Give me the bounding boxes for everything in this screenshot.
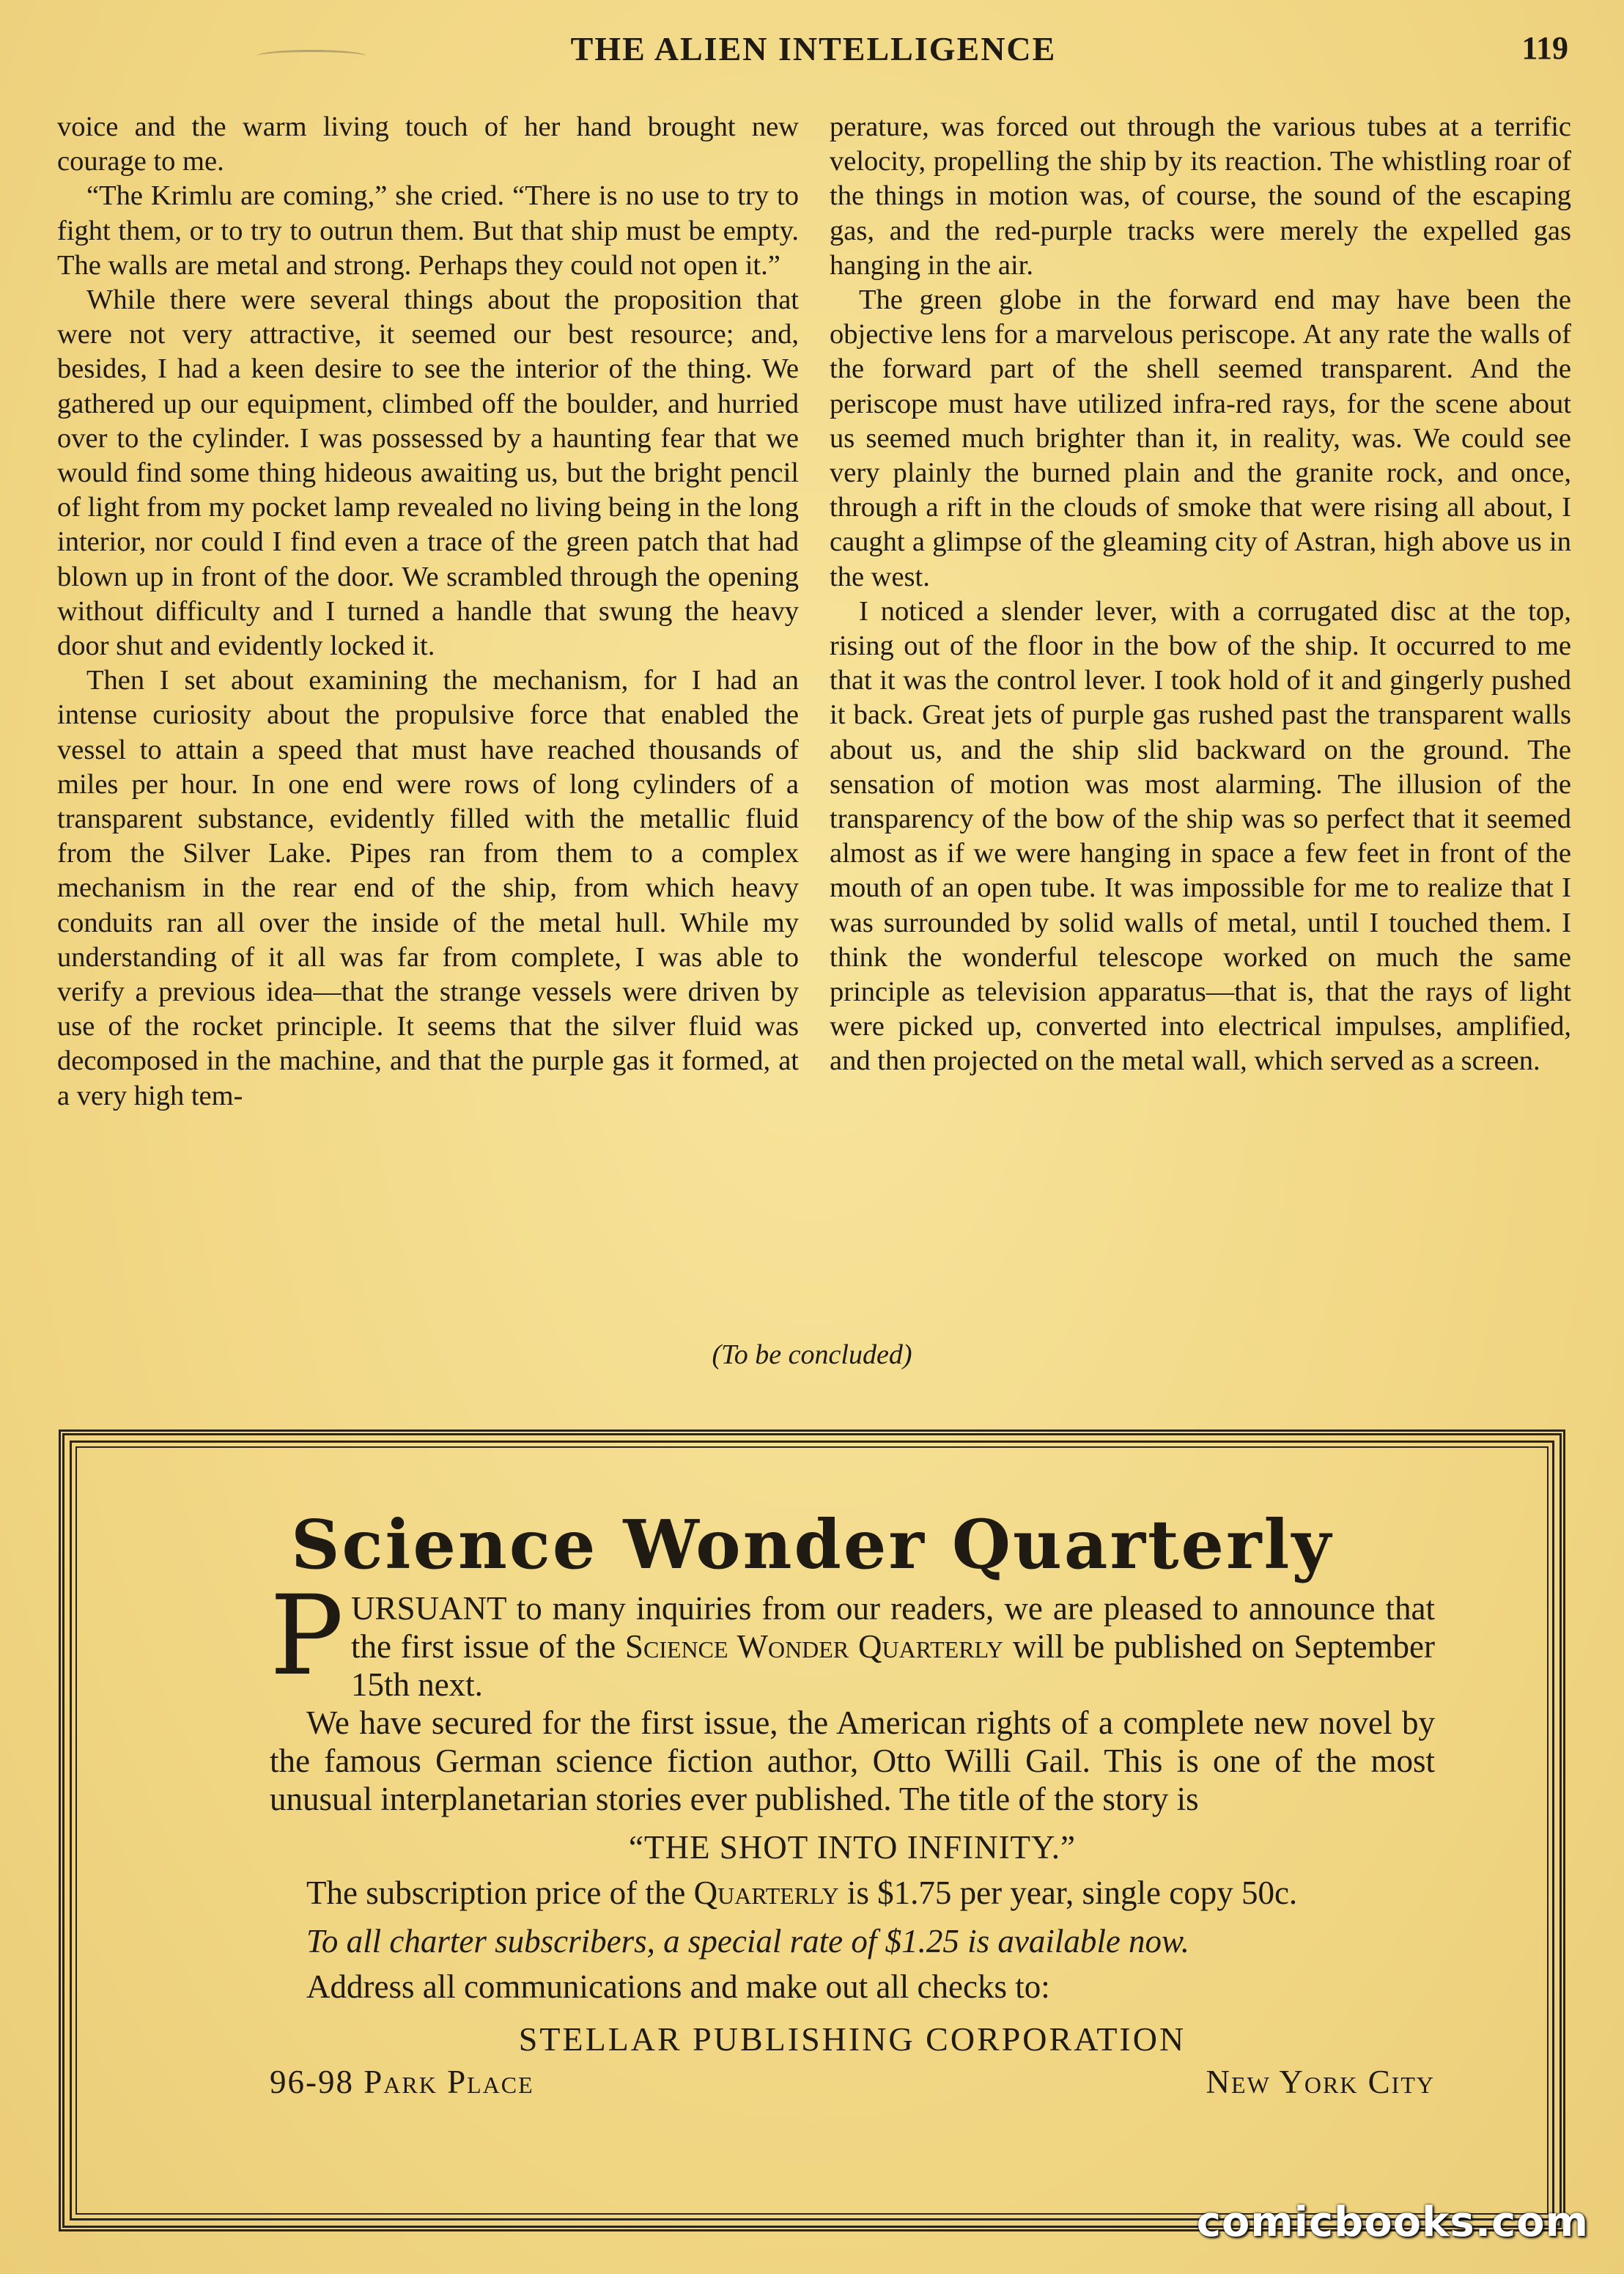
paragraph: While there were several things about the proposition that were not very attractive, it seemed our best resource; and, besides, I had a keen desire to see the interior of the thing. We gathered up our equipment, climbed off the boulder, and hurried over to the cylinder. I was possessed by a haunting fear that we would find some thing hideous awaiting us, but the bright pencil of light from my pocket lamp revealed no living being in the long interior, nor could I find even a trace of the green patch that had blown up in front of the door. We scrambled through the opening without difficulty and I turned a handle that swung the heavy door shut and evidently locked it.	[57, 284, 799, 662]
ad-text: to many inquiries from our readers, we are pleased to announce that the first issue of the	[350, 1590, 1435, 1665]
paragraph: perature, was forced out through the various tubes at a terrific velocity, propelling the ship by its reaction. The whistling roar of the things in motion was, of course, the sound of the escaping gas, and the red-purple tracks were merely the expelled gas hanging in the air.	[830, 111, 1571, 281]
advertisement-inner-frame	[70, 1440, 1554, 2220]
ad-title: Science Wonder Quarterly	[291, 1505, 1333, 1584]
ad-paragraph-2: We have secured for the first issue, the American rights of a complete new novel by the famous German science fiction author, Otto Willi Gail. This is one of the most unusual interplanetarian stories ever published. The title of the story is	[270, 1704, 1435, 1817]
running-title: THE ALIEN INTELLIGENCE	[570, 30, 1057, 67]
ad-text: The subscription price of the	[306, 1874, 694, 1911]
left-column	[57, 110, 799, 1114]
paragraph: The green globe in the forward end may have been the objective lens for a marvelous periscope. At any rate the walls of the forward part of the shell seemed transparent. And the periscope must have utilized infra-red rays, for the scene about us seemed much brighter than it, in reality, was. We could see very plainly the burned plain and the granite rock, and once, through a rift in the clouds of smoke that were rising all about, I caught a glimpse of the gleaming city of Astran, high above us in the west.	[830, 284, 1571, 592]
ad-paragraph-4: To all charter subscribers, a special rate of $1.25 is available now.	[306, 1923, 1189, 1960]
right-column	[830, 110, 1571, 1079]
ad-story-title: “THE SHOT INTO INFINITY.”	[629, 1829, 1076, 1866]
ad-quarterly-word: Quarterly	[693, 1874, 839, 1911]
page-header	[59, 29, 1568, 81]
advertisement-box	[59, 1429, 1565, 2231]
page-number: 119	[1521, 30, 1568, 66]
address-row	[270, 2063, 1435, 2101]
paragraph: voice and the warm living touch of her hand brought new courage to me.	[57, 111, 799, 177]
ad-lead-caps: URSUANT	[350, 1590, 506, 1627]
to-be-concluded-note: (To be concluded)	[712, 1339, 912, 1370]
ad-paragraph-1	[270, 1572, 1435, 1704]
city-address: New York City	[1206, 2064, 1435, 2100]
paragraph: I noticed a slender lever, with a corrugated disc at the top, rising out of the floor in the bow of the ship. It occurred to me that it was the control lever. I took hold of it and gingerly pushed it back. Great jets of purple gas rushed past the transparent walls about us, and the ship slid backward on the ground. The sensation of motion was most alarming. The illusion of the transparency of the bow of the ship was so perfect that it seemed almost as if we were hanging in space a few feet in front of the mouth of an open tube. It was impossible for me to realize that I was surrounded by solid walls of metal, until I touched them. I think the wonderful telescope worked on much the same principle as television apparatus—that is, that the rays of light were picked up, converted into electrical impulses, amplified, and then projected on the metal wall, which served as a screen.	[830, 595, 1571, 1077]
publisher-name: STELLAR PUBLISHING CORPORATION	[518, 2020, 1186, 2058]
ad-body	[270, 1572, 1435, 2101]
paragraph: Then I set about examining the mechanism, for I had an intense curiosity about the propulsive force that enabled the vessel to attain a speed that must have reached thousands of miles per hour. In one end were rows of long cylinders of a transparent substance, evidently filled with the metallic fluid from the Silver Lake. Pipes ran from them to a complex mechanism in the rear end of the ship, from which heavy conduits ran all over the inside of the metal hull. While my understanding of it all was far from complete, I was able to verify a previous idea—that the strange vessels were driven by use of the rocket principle. It seems that the silver fluid was decomposed in the machine, and that the purple gas it formed, at a very high tem-	[57, 665, 799, 1111]
ad-paragraph-3	[270, 1874, 1435, 1912]
paragraph: “The Krimlu are coming,” she cried. “There is no use to try to fight them, or to try to outrun them. But that ship must be empty. The walls are metal and strong. Perhaps they could not open it.”	[57, 180, 799, 281]
ad-paragraph-5: Address all communications and make out all checks to:	[306, 1968, 1050, 2005]
site-watermark: comicbooks.com	[1196, 2198, 1589, 2246]
ad-text: is $1.75 per year, single copy 50c.	[838, 1874, 1298, 1911]
drop-cap: P	[270, 1572, 344, 1700]
ad-text: will be published on September 15th next.	[350, 1628, 1435, 1703]
ad-magazine-name: Science Wonder Quarterly	[624, 1628, 1004, 1665]
street-address: 96-98 Park Place	[270, 2064, 534, 2100]
